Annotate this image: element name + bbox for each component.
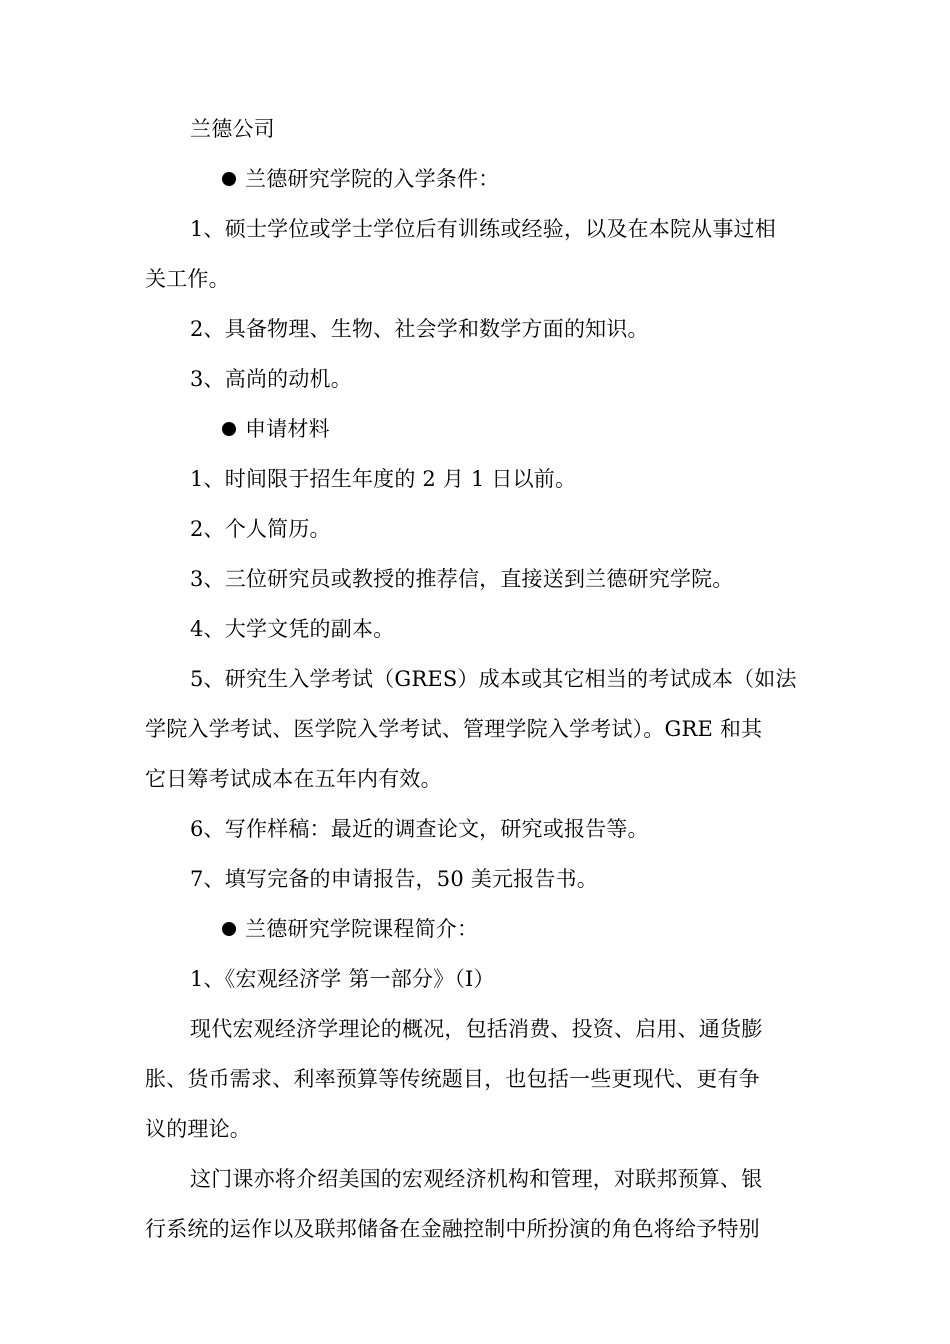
paragraph-line: 现代宏观经济学理论的概况，包括消费、投资、启用、通货膨 bbox=[190, 1017, 763, 1041]
section-heading-text: 兰德研究学院课程简介： bbox=[245, 917, 479, 941]
paragraph-line: 4、大学文凭的副本。 bbox=[190, 617, 395, 641]
bullet-icon bbox=[222, 422, 236, 436]
paragraph-line: 5、研究生入学考试（GRES）成本或其它相当的考试成本（如法 bbox=[190, 667, 797, 691]
paragraph-line: 2、具备物理、生物、社会学和数学方面的知识。 bbox=[190, 317, 649, 341]
paragraph-line: 1、时间限于招生年度的 2 月 1 日以前。 bbox=[190, 467, 577, 491]
paragraph-line: 胀、货币需求、利率预算等传统题目，也包括一些更现代、更有争 bbox=[145, 1067, 760, 1091]
paragraph-line: 1、硕士学位或学士学位后有训练或经验，以及在本院从事过相 bbox=[190, 217, 776, 241]
paragraph-line: 2、个人简历。 bbox=[190, 517, 331, 541]
section-heading-courses bbox=[222, 915, 892, 943]
paragraph-line: 这门课亦将介绍美国的宏观经济机构和管理，对联邦预算、银 bbox=[190, 1167, 763, 1191]
course-title: 1、《宏观经济学 第一部分》（Ⅰ） bbox=[190, 967, 495, 991]
paragraph-line: 它日筹考试成本在五年内有效。 bbox=[145, 767, 442, 791]
bullet-icon bbox=[222, 922, 236, 936]
bullet-icon bbox=[222, 172, 236, 186]
paragraph-line: 学院入学考试、医学院入学考试、管理学院入学考试）。GRE 和其 bbox=[145, 717, 763, 741]
paragraph-line: 行系统的运作以及联邦储备在金融控制中所扮演的角色将给予特别 bbox=[145, 1217, 760, 1241]
section-heading-text: 兰德研究学院的入学条件： bbox=[245, 167, 500, 191]
paragraph-line: 议的理论。 bbox=[145, 1117, 251, 1141]
company-name: 兰德公司 bbox=[190, 117, 275, 141]
paragraph-line: 3、三位研究员或教授的推荐信，直接送到兰德研究学院。 bbox=[190, 567, 734, 591]
section-heading-text: 申请材料 bbox=[245, 417, 330, 441]
section-heading-admission bbox=[222, 165, 892, 193]
paragraph-line: 7、填写完备的申请报告，50 美元报告书。 bbox=[190, 867, 598, 891]
paragraph-line: 6、写作样稿：最近的调查论文，研究或报告等。 bbox=[190, 817, 649, 841]
paragraph-line: 3、高尚的动机。 bbox=[190, 367, 352, 391]
section-heading-materials bbox=[222, 415, 892, 443]
paragraph-line: 关工作。 bbox=[145, 267, 230, 291]
